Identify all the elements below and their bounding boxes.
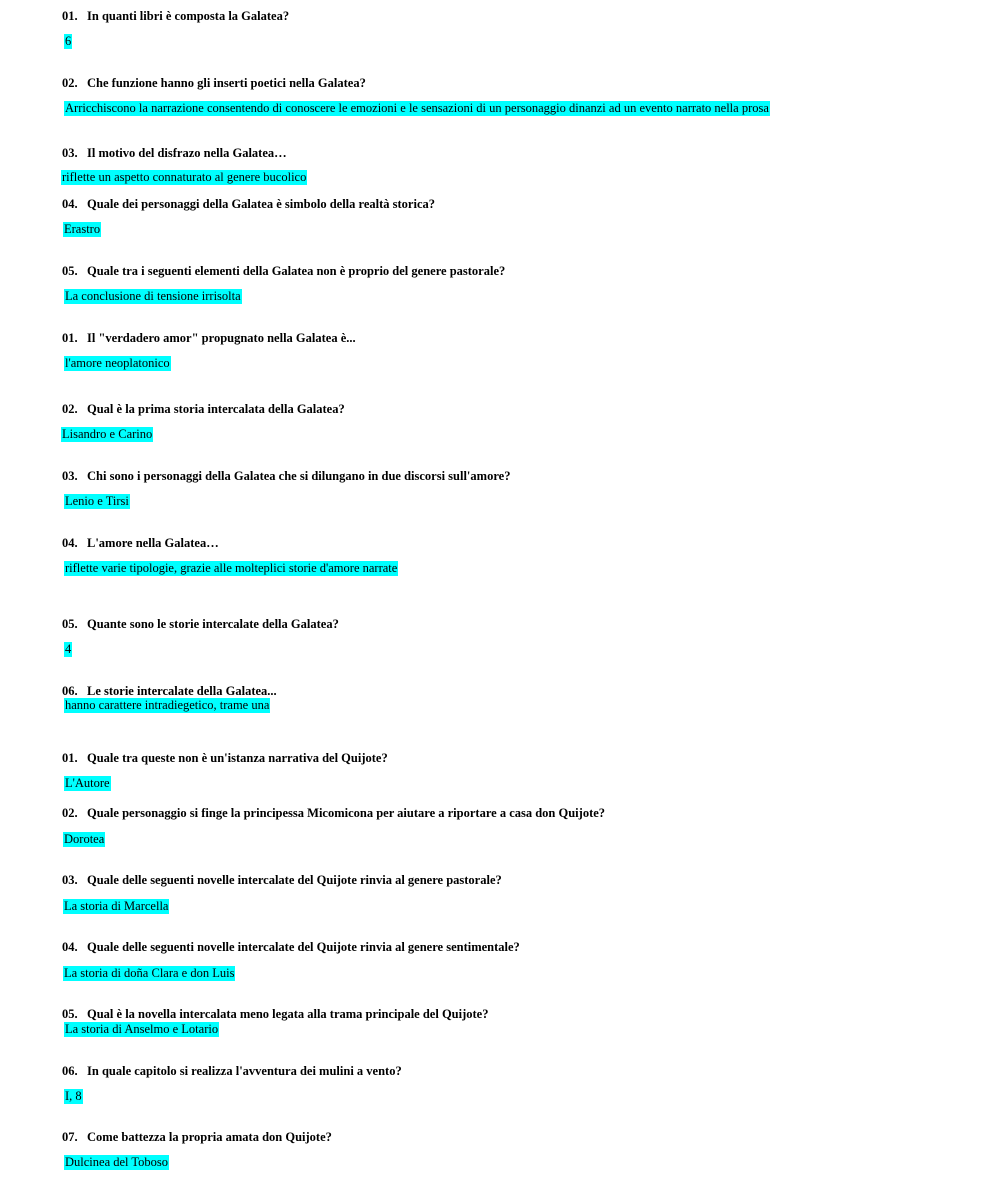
question-number: 04. xyxy=(62,536,78,550)
answer-highlight: 4 xyxy=(65,642,72,656)
answer-highlight: Dorotea xyxy=(64,832,105,846)
question-number: 02. xyxy=(62,76,78,90)
question-text: In quanti libri è composta la Galatea? xyxy=(87,9,290,23)
answer-highlight: hanno carattere intradiegetico, trame una xyxy=(65,698,270,712)
question-text: Qual è la novella intercalata meno legata alla trama principale del Quijote? xyxy=(87,1007,489,1021)
question-text: Il motivo del disfrazo nella Galatea… xyxy=(87,146,287,160)
question-text: Quale personaggio si finge la principessa Micomicona per aiutare a riportare a casa don Quijote? xyxy=(87,806,606,820)
answer-highlight: Dulcinea del Toboso xyxy=(65,1155,169,1169)
question-number: 06. xyxy=(62,684,78,698)
question xyxy=(62,1063,402,1079)
question-text: In quale capitolo si realizza l'avventura dei mulini a vento? xyxy=(87,1064,402,1078)
question-text: L'amore nella Galatea… xyxy=(87,536,219,550)
question-text: Quale tra i seguenti elementi della Galatea non è proprio del genere pastorale? xyxy=(87,264,506,278)
question xyxy=(62,263,505,279)
question-number: 01. xyxy=(62,751,78,765)
question xyxy=(62,683,277,699)
answer-highlight: La storia di Anselmo e Lotario xyxy=(65,1022,219,1036)
question-number: 04. xyxy=(62,940,78,954)
question-number: 02. xyxy=(62,806,78,820)
question-text: Quante sono le storie intercalate della Galatea? xyxy=(87,617,339,631)
answer-highlight: Lisandro e Carino xyxy=(62,427,153,441)
answer-highlight: L'Autore xyxy=(65,776,110,790)
question xyxy=(62,196,435,212)
answer-highlight: La conclusione di tensione irrisolta xyxy=(65,289,241,303)
answer-highlight: l'amore neoplatonico xyxy=(65,356,170,370)
answer-highlight: I, 8 xyxy=(65,1089,82,1103)
question-number: 06. xyxy=(62,1064,78,1078)
question-number: 03. xyxy=(62,146,78,160)
question-text: Qual è la prima storia intercalata della Galatea? xyxy=(87,402,345,416)
question-number: 05. xyxy=(62,617,78,631)
question-number: 01. xyxy=(62,9,78,23)
question-number: 03. xyxy=(62,873,78,887)
question xyxy=(62,805,605,821)
answer-highlight: Lenio e Tirsi xyxy=(65,494,129,508)
question xyxy=(62,535,219,551)
question-text: Chi sono i personaggi della Galatea che si dilungano in due discorsi sull'amore? xyxy=(87,469,511,483)
question-text: Quale delle seguenti novelle intercalate del Quijote rinvia al genere pastorale? xyxy=(87,873,502,887)
answer-highlight: La storia di Marcella xyxy=(64,899,169,913)
question xyxy=(62,75,366,91)
question-number: 05. xyxy=(62,264,78,278)
question xyxy=(62,750,388,766)
question-text: Quale delle seguenti novelle intercalate del Quijote rinvia al genere sentimentale? xyxy=(87,940,520,954)
question-number: 01. xyxy=(62,331,78,345)
question-text: Il "verdadero amor" propugnato nella Galatea è... xyxy=(87,331,356,345)
question-number: 03. xyxy=(62,469,78,483)
question-number: 02. xyxy=(62,402,78,416)
question xyxy=(62,145,287,161)
question xyxy=(62,939,520,955)
question-number: 07. xyxy=(62,1130,78,1144)
question xyxy=(62,872,502,888)
question xyxy=(62,616,339,632)
answer-highlight: La storia di doña Clara e don Luis xyxy=(64,966,235,980)
question xyxy=(62,1129,332,1145)
question-text: Le storie intercalate della Galatea... xyxy=(87,684,277,698)
question-text: Quale dei personaggi della Galatea è simbolo della realtà storica? xyxy=(87,197,436,211)
question-text: Che funzione hanno gli inserti poetici nella Galatea? xyxy=(87,76,366,90)
question xyxy=(62,401,345,417)
answer-highlight: Arricchiscono la narrazione consentendo di conoscere le emozioni e le sensazioni di un personaggio dinanzi ad un evento narrato nella prosa xyxy=(65,101,769,115)
question xyxy=(62,330,356,346)
answer-highlight: riflette varie tipologie, grazie alle molteplici storie d'amore narrate xyxy=(65,561,398,575)
question-text: Quale tra queste non è un'istanza narrativa del Quijote? xyxy=(87,751,388,765)
question-text: Come battezza la propria amata don Quijote? xyxy=(87,1130,332,1144)
answer-highlight: Erastro xyxy=(64,222,101,236)
question xyxy=(62,8,289,24)
answer-highlight: 6 xyxy=(65,34,72,48)
question xyxy=(62,468,510,484)
question xyxy=(62,1006,488,1022)
question-number: 04. xyxy=(62,197,78,211)
answer-highlight: riflette un aspetto connaturato al genere bucolico xyxy=(62,170,307,184)
question-number: 05. xyxy=(62,1007,78,1021)
